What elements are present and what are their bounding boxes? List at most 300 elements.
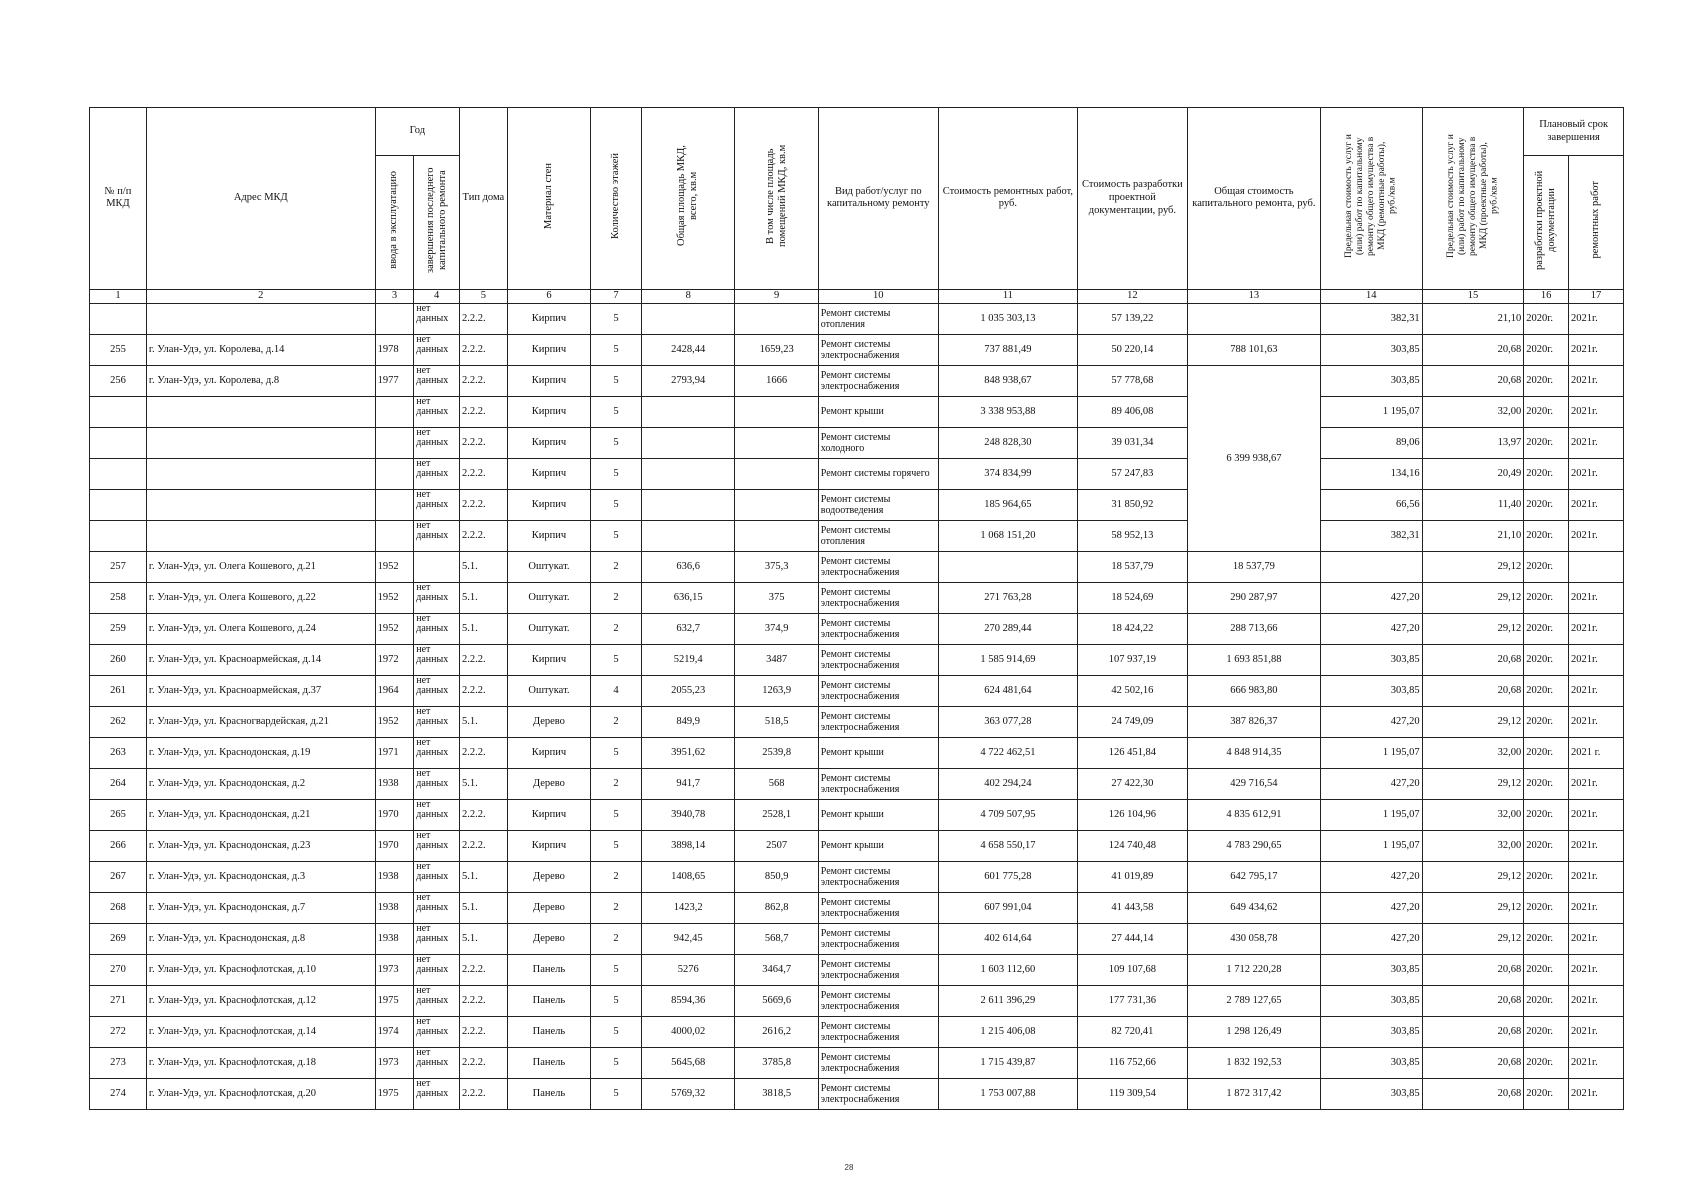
cell-premises-area: 2616,2 xyxy=(735,1016,818,1047)
cell-limit-design: 11,40 xyxy=(1422,489,1524,520)
table-row xyxy=(90,799,1624,830)
header-limit-design-text: Предельная стоимость услуг и (или) работ по капитальному ремонту общего имущества в МКД (проектные работы), руб./кв.м xyxy=(1445,134,1500,258)
cell-total-cost: 1 298 126,49 xyxy=(1187,1016,1320,1047)
cell-wall-material: Кирпич xyxy=(507,520,590,551)
cell-house-type: 5.1. xyxy=(460,892,508,923)
header-repair-cost: Стоимость ремонтных работ, руб. xyxy=(938,108,1077,290)
cell-total-cost: 4 783 290,65 xyxy=(1187,830,1320,861)
cell-total-cost: 4 848 914,35 xyxy=(1187,737,1320,768)
cell-repair-cost: 2 611 396,29 xyxy=(938,985,1077,1016)
header-address: Адрес МКД xyxy=(146,108,375,290)
cell-total-cost: 642 795,17 xyxy=(1187,861,1320,892)
cell-floors: 5 xyxy=(591,489,642,520)
header-year-last-repair xyxy=(414,156,460,290)
cell-deadline-repair: 2021г. xyxy=(1568,644,1623,675)
cell-house-type: 5.1. xyxy=(460,582,508,613)
cell-deadline-design: 2020г. xyxy=(1524,1047,1569,1078)
cell-year-commission: 1938 xyxy=(375,768,414,799)
cell-premises-area: 2539,8 xyxy=(735,737,818,768)
cell-work-type: Ремонт системы электроснабжения xyxy=(818,1078,938,1109)
header-total-cost: Общая стоимость капитального ремонта, руб. xyxy=(1187,108,1320,290)
cell-address: г. Улан-Удэ, ул. Краснодонская, д.2 xyxy=(146,768,375,799)
cell-address: г. Улан-Удэ, ул. Красноармейская, д.14 xyxy=(146,644,375,675)
cell-house-type: 5.1. xyxy=(460,613,508,644)
capital-repair-table xyxy=(89,107,1624,1110)
cell-year-commission: 1978 xyxy=(375,334,414,365)
cell-limit-repair: 303,85 xyxy=(1320,644,1422,675)
cell-work-type: Ремонт системы электроснабжения xyxy=(818,582,938,613)
cell-year-commission xyxy=(375,458,414,489)
cell-house-type: 2.2.2. xyxy=(460,985,508,1016)
cell-limit-design: 20,68 xyxy=(1422,675,1524,706)
cell-limit-repair: 1 195,07 xyxy=(1320,799,1422,830)
cell-year-commission: 1952 xyxy=(375,706,414,737)
cell-year-last-repair: нет данных xyxy=(414,861,460,892)
column-number-cell: 10 xyxy=(818,289,938,303)
cell-address: г. Улан-Удэ, ул. Красноармейская, д.37 xyxy=(146,675,375,706)
cell-year-commission: 1977 xyxy=(375,365,414,396)
cell-total-cost: 788 101,63 xyxy=(1187,334,1320,365)
cell-limit-design: 21,10 xyxy=(1422,520,1524,551)
cell-design-cost: 126 104,96 xyxy=(1078,799,1188,830)
cell-year-commission xyxy=(375,303,414,334)
cell-deadline-design: 2020г. xyxy=(1524,737,1569,768)
cell-year-last-repair: нет данных xyxy=(414,1047,460,1078)
cell-address xyxy=(146,458,375,489)
cell-deadline-repair: 2021г. xyxy=(1568,892,1623,923)
cell-year-commission: 1975 xyxy=(375,1078,414,1109)
cell-deadline-design: 2020г. xyxy=(1524,923,1569,954)
cell-limit-design: 32,00 xyxy=(1422,396,1524,427)
cell-limit-design: 32,00 xyxy=(1422,799,1524,830)
cell-repair-cost: 402 294,24 xyxy=(938,768,1077,799)
cell-total-area: 3898,14 xyxy=(641,830,735,861)
cell-deadline-design: 2020г. xyxy=(1524,334,1569,365)
cell-house-type: 2.2.2. xyxy=(460,427,508,458)
cell-wall-material: Оштукат. xyxy=(507,613,590,644)
cell-wall-material: Оштукат. xyxy=(507,551,590,582)
cell-deadline-repair: 2021г. xyxy=(1568,706,1623,737)
cell-floors: 4 xyxy=(591,675,642,706)
cell-row-number: 271 xyxy=(90,985,147,1016)
cell-floors: 5 xyxy=(591,799,642,830)
column-number-row xyxy=(90,289,1624,303)
cell-premises-area: 568 xyxy=(735,768,818,799)
cell-total-area: 5276 xyxy=(641,954,735,985)
cell-house-type: 2.2.2. xyxy=(460,799,508,830)
cell-floors: 2 xyxy=(591,551,642,582)
cell-design-cost: 107 937,19 xyxy=(1078,644,1188,675)
table-row xyxy=(90,892,1624,923)
cell-design-cost: 57 139,22 xyxy=(1078,303,1188,334)
cell-floors: 5 xyxy=(591,954,642,985)
cell-design-cost: 109 107,68 xyxy=(1078,954,1188,985)
cell-year-last-repair: нет данных xyxy=(414,923,460,954)
cell-deadline-design: 2020г. xyxy=(1524,520,1569,551)
cell-house-type: 2.2.2. xyxy=(460,675,508,706)
cell-deadline-repair: 2021г. xyxy=(1568,830,1623,861)
header-premises-area-text: В том числе площадь помещений МКД, кв.м xyxy=(764,144,788,248)
column-number-cell: 16 xyxy=(1524,289,1569,303)
cell-floors: 5 xyxy=(591,1078,642,1109)
cell-row-number: 270 xyxy=(90,954,147,985)
cell-floors: 5 xyxy=(591,520,642,551)
cell-repair-cost: 607 991,04 xyxy=(938,892,1077,923)
cell-floors: 5 xyxy=(591,1016,642,1047)
table-row xyxy=(90,396,1624,427)
cell-premises-area: 375 xyxy=(735,582,818,613)
cell-design-cost: 27 444,14 xyxy=(1078,923,1188,954)
cell-work-type: Ремонт системы горячего xyxy=(818,458,938,489)
cell-wall-material: Кирпич xyxy=(507,737,590,768)
cell-premises-area: 375,3 xyxy=(735,551,818,582)
cell-work-type: Ремонт системы электроснабжения xyxy=(818,365,938,396)
cell-deadline-repair: 2021г. xyxy=(1568,1078,1623,1109)
cell-limit-design: 29,12 xyxy=(1422,551,1524,582)
cell-wall-material: Панель xyxy=(507,1047,590,1078)
cell-floors: 2 xyxy=(591,706,642,737)
cell-address: г. Улан-Удэ, ул. Краснодонская, д.8 xyxy=(146,923,375,954)
header-num: № п/п МКД xyxy=(90,108,147,290)
cell-deadline-design: 2020г. xyxy=(1524,985,1569,1016)
cell-premises-area: 518,5 xyxy=(735,706,818,737)
cell-limit-repair: 303,85 xyxy=(1320,1078,1422,1109)
column-number-cell: 4 xyxy=(414,289,460,303)
table-row xyxy=(90,520,1624,551)
cell-repair-cost: 848 938,67 xyxy=(938,365,1077,396)
cell-total-cost: 387 826,37 xyxy=(1187,706,1320,737)
cell-year-commission: 1952 xyxy=(375,613,414,644)
cell-total-area: 636,6 xyxy=(641,551,735,582)
cell-deadline-repair: 2021г. xyxy=(1568,923,1623,954)
column-number-cell: 12 xyxy=(1078,289,1188,303)
table-row xyxy=(90,768,1624,799)
cell-total-area: 4000,02 xyxy=(641,1016,735,1047)
cell-deadline-repair: 2021г. xyxy=(1568,1016,1623,1047)
cell-house-type: 2.2.2. xyxy=(460,644,508,675)
cell-limit-design: 29,12 xyxy=(1422,892,1524,923)
cell-total-cost: 666 983,80 xyxy=(1187,675,1320,706)
cell-total-cost: 2 789 127,65 xyxy=(1187,985,1320,1016)
cell-total-area: 942,45 xyxy=(641,923,735,954)
cell-row-number: 267 xyxy=(90,861,147,892)
cell-premises-area: 374,9 xyxy=(735,613,818,644)
cell-design-cost: 50 220,14 xyxy=(1078,334,1188,365)
cell-repair-cost: 624 481,64 xyxy=(938,675,1077,706)
cell-address xyxy=(146,427,375,458)
cell-work-type: Ремонт системы электроснабжения xyxy=(818,334,938,365)
header-limit-design xyxy=(1422,108,1524,290)
cell-year-commission: 1964 xyxy=(375,675,414,706)
cell-floors: 5 xyxy=(591,644,642,675)
cell-wall-material: Панель xyxy=(507,954,590,985)
cell-floors: 2 xyxy=(591,768,642,799)
cell-year-commission: 1970 xyxy=(375,799,414,830)
cell-design-cost: 41 443,58 xyxy=(1078,892,1188,923)
cell-work-type: Ремонт системы электроснабжения xyxy=(818,551,938,582)
cell-wall-material: Панель xyxy=(507,1078,590,1109)
page-number: 28 xyxy=(844,1163,854,1172)
cell-limit-design: 29,12 xyxy=(1422,768,1524,799)
cell-address xyxy=(146,520,375,551)
header-premises-area xyxy=(735,108,818,290)
cell-repair-cost: 1 068 151,20 xyxy=(938,520,1077,551)
table-row xyxy=(90,365,1624,396)
column-number-cell: 17 xyxy=(1568,289,1623,303)
cell-deadline-design: 2020г. xyxy=(1524,613,1569,644)
table-row xyxy=(90,954,1624,985)
header-wall-material-text: Материал стен xyxy=(542,163,554,229)
cell-floors: 5 xyxy=(591,458,642,489)
cell-address: г. Улан-Удэ, ул. Олега Кошевого, д.24 xyxy=(146,613,375,644)
cell-wall-material: Дерево xyxy=(507,706,590,737)
cell-limit-repair: 427,20 xyxy=(1320,613,1422,644)
cell-limit-repair: 134,16 xyxy=(1320,458,1422,489)
cell-total-area: 636,15 xyxy=(641,582,735,613)
cell-house-type: 2.2.2. xyxy=(460,365,508,396)
header-deadline-design-text: разработки проектной документации xyxy=(1534,170,1558,270)
table-row xyxy=(90,1078,1624,1109)
cell-deadline-repair xyxy=(1568,551,1623,582)
table-body xyxy=(90,303,1624,1109)
cell-deadline-design: 2020г. xyxy=(1524,892,1569,923)
cell-floors: 5 xyxy=(591,365,642,396)
cell-total-cost: 288 713,66 xyxy=(1187,613,1320,644)
cell-work-type: Ремонт системы электроснабжения xyxy=(818,892,938,923)
header-design-cost: Стоимость разработки проектной документации, руб. xyxy=(1078,108,1188,290)
cell-wall-material: Кирпич xyxy=(507,644,590,675)
cell-deadline-repair: 2021г. xyxy=(1568,675,1623,706)
column-number-cell: 14 xyxy=(1320,289,1422,303)
cell-floors: 2 xyxy=(591,613,642,644)
cell-total-cost: 4 835 612,91 xyxy=(1187,799,1320,830)
cell-year-last-repair: нет данных xyxy=(414,334,460,365)
cell-deadline-repair: 2021г. xyxy=(1568,334,1623,365)
cell-repair-cost: 4 658 550,17 xyxy=(938,830,1077,861)
cell-design-cost: 57 778,68 xyxy=(1078,365,1188,396)
column-number-cell: 2 xyxy=(146,289,375,303)
cell-row-number xyxy=(90,489,147,520)
cell-work-type: Ремонт системы электроснабжения xyxy=(818,644,938,675)
cell-year-last-repair: нет данных xyxy=(414,830,460,861)
cell-work-type: Ремонт системы отопления xyxy=(818,303,938,334)
column-number-cell: 15 xyxy=(1422,289,1524,303)
cell-limit-repair: 303,85 xyxy=(1320,675,1422,706)
cell-limit-repair: 303,85 xyxy=(1320,985,1422,1016)
cell-deadline-design: 2020г. xyxy=(1524,861,1569,892)
cell-design-cost: 58 952,13 xyxy=(1078,520,1188,551)
cell-work-type: Ремонт системы электроснабжения xyxy=(818,985,938,1016)
cell-limit-repair: 1 195,07 xyxy=(1320,830,1422,861)
cell-row-number xyxy=(90,303,147,334)
cell-total-cost: 1 832 192,53 xyxy=(1187,1047,1320,1078)
cell-total-area: 941,7 xyxy=(641,768,735,799)
cell-wall-material: Кирпич xyxy=(507,830,590,861)
table-row xyxy=(90,613,1624,644)
cell-deadline-design: 2020г. xyxy=(1524,458,1569,489)
cell-work-type: Ремонт крыши xyxy=(818,737,938,768)
cell-year-last-repair: нет данных xyxy=(414,520,460,551)
table-row xyxy=(90,861,1624,892)
cell-design-cost: 18 524,69 xyxy=(1078,582,1188,613)
cell-limit-repair: 1 195,07 xyxy=(1320,396,1422,427)
cell-limit-repair xyxy=(1320,551,1422,582)
cell-repair-cost xyxy=(938,551,1077,582)
cell-limit-repair: 66,56 xyxy=(1320,489,1422,520)
table-row xyxy=(90,582,1624,613)
cell-design-cost: 42 502,16 xyxy=(1078,675,1188,706)
cell-work-type: Ремонт крыши xyxy=(818,799,938,830)
cell-deadline-design: 2020г. xyxy=(1524,303,1569,334)
cell-repair-cost: 4 709 507,95 xyxy=(938,799,1077,830)
cell-year-commission xyxy=(375,396,414,427)
cell-limit-design: 20,68 xyxy=(1422,365,1524,396)
cell-year-commission: 1970 xyxy=(375,830,414,861)
table-row xyxy=(90,706,1624,737)
cell-house-type: 2.2.2. xyxy=(460,520,508,551)
cell-premises-area xyxy=(735,396,818,427)
cell-design-cost: 177 731,36 xyxy=(1078,985,1188,1016)
cell-floors: 5 xyxy=(591,985,642,1016)
cell-premises-area: 850,9 xyxy=(735,861,818,892)
header-total-area xyxy=(641,108,735,290)
cell-wall-material: Кирпич xyxy=(507,396,590,427)
cell-design-cost: 18 537,79 xyxy=(1078,551,1188,582)
cell-year-last-repair: нет данных xyxy=(414,458,460,489)
header-total-area-text: Общая площадь МКД, всего, кв.м xyxy=(676,145,700,247)
cell-premises-area: 3464,7 xyxy=(735,954,818,985)
cell-limit-design: 20,68 xyxy=(1422,954,1524,985)
cell-address: г. Улан-Удэ, ул. Краснодонская, д.19 xyxy=(146,737,375,768)
cell-row-number: 260 xyxy=(90,644,147,675)
cell-deadline-design: 2020г. xyxy=(1524,768,1569,799)
cell-repair-cost: 185 964,65 xyxy=(938,489,1077,520)
cell-design-cost: 31 850,92 xyxy=(1078,489,1188,520)
cell-total-area xyxy=(641,427,735,458)
cell-wall-material: Дерево xyxy=(507,861,590,892)
cell-design-cost: 27 422,30 xyxy=(1078,768,1188,799)
cell-deadline-repair: 2021г. xyxy=(1568,427,1623,458)
cell-wall-material: Оштукат. xyxy=(507,582,590,613)
cell-wall-material: Панель xyxy=(507,985,590,1016)
cell-repair-cost: 1 603 112,60 xyxy=(938,954,1077,985)
cell-row-number xyxy=(90,458,147,489)
cell-repair-cost: 270 289,44 xyxy=(938,613,1077,644)
cell-repair-cost: 248 828,30 xyxy=(938,427,1077,458)
cell-address: г. Улан-Удэ, ул. Королева, д.14 xyxy=(146,334,375,365)
header-deadline: Плановый срок завершения xyxy=(1524,108,1624,156)
cell-repair-cost: 374 834,99 xyxy=(938,458,1077,489)
cell-deadline-repair: 2021г. xyxy=(1568,768,1623,799)
table-row xyxy=(90,1047,1624,1078)
cell-year-commission: 1971 xyxy=(375,737,414,768)
cell-premises-area xyxy=(735,427,818,458)
table-row xyxy=(90,427,1624,458)
cell-work-type: Ремонт системы электроснабжения xyxy=(818,1016,938,1047)
table-row xyxy=(90,303,1624,334)
cell-total-area: 5219,4 xyxy=(641,644,735,675)
cell-year-commission: 1938 xyxy=(375,861,414,892)
cell-deadline-design: 2020г. xyxy=(1524,675,1569,706)
cell-total-area: 2428,44 xyxy=(641,334,735,365)
cell-floors: 5 xyxy=(591,303,642,334)
cell-limit-repair: 303,85 xyxy=(1320,954,1422,985)
cell-floors: 5 xyxy=(591,334,642,365)
cell-deadline-repair: 2021г. xyxy=(1568,799,1623,830)
cell-limit-repair: 1 195,07 xyxy=(1320,737,1422,768)
cell-design-cost: 41 019,89 xyxy=(1078,861,1188,892)
cell-repair-cost: 4 722 462,51 xyxy=(938,737,1077,768)
cell-repair-cost: 1 715 439,87 xyxy=(938,1047,1077,1078)
cell-house-type: 2.2.2. xyxy=(460,334,508,365)
cell-limit-repair: 427,20 xyxy=(1320,923,1422,954)
cell-address: г. Улан-Удэ, ул. Олега Кошевого, д.22 xyxy=(146,582,375,613)
cell-year-last-repair: нет данных xyxy=(414,1078,460,1109)
cell-house-type: 2.2.2. xyxy=(460,1078,508,1109)
cell-repair-cost: 3 338 953,88 xyxy=(938,396,1077,427)
cell-house-type: 2.2.2. xyxy=(460,489,508,520)
cell-wall-material: Кирпич xyxy=(507,303,590,334)
cell-total-cost xyxy=(1187,303,1320,334)
cell-limit-repair: 427,20 xyxy=(1320,861,1422,892)
cell-repair-cost: 601 775,28 xyxy=(938,861,1077,892)
cell-year-commission: 1938 xyxy=(375,892,414,923)
cell-limit-repair: 303,85 xyxy=(1320,334,1422,365)
cell-limit-design: 20,68 xyxy=(1422,1047,1524,1078)
cell-deadline-design: 2020г. xyxy=(1524,1078,1569,1109)
cell-deadline-repair: 2021г. xyxy=(1568,954,1623,985)
cell-premises-area: 3487 xyxy=(735,644,818,675)
cell-deadline-design: 2020г. xyxy=(1524,644,1569,675)
cell-limit-design: 20,68 xyxy=(1422,644,1524,675)
cell-year-last-repair: нет данных xyxy=(414,954,460,985)
cell-address: г. Улан-Удэ, ул. Краснодонская, д.21 xyxy=(146,799,375,830)
cell-total-cost: 290 287,97 xyxy=(1187,582,1320,613)
header-work-type: Вид работ/услуг по капитальному ремонту xyxy=(818,108,938,290)
cell-house-type: 5.1. xyxy=(460,768,508,799)
cell-total-area xyxy=(641,303,735,334)
cell-address: г. Улан-Удэ, ул. Королева, д.8 xyxy=(146,365,375,396)
cell-address: г. Улан-Удэ, ул. Краснодонская, д.7 xyxy=(146,892,375,923)
cell-year-last-repair: нет данных xyxy=(414,985,460,1016)
cell-year-last-repair: нет данных xyxy=(414,303,460,334)
cell-year-commission xyxy=(375,520,414,551)
cell-limit-design: 20,68 xyxy=(1422,985,1524,1016)
cell-year-last-repair: нет данных xyxy=(414,706,460,737)
cell-house-type: 2.2.2. xyxy=(460,303,508,334)
header-floors xyxy=(591,108,642,290)
cell-total-area: 1423,2 xyxy=(641,892,735,923)
cell-row-number: 261 xyxy=(90,675,147,706)
cell-design-cost: 39 031,34 xyxy=(1078,427,1188,458)
cell-repair-cost: 402 614,64 xyxy=(938,923,1077,954)
cell-year-last-repair: нет данных xyxy=(414,644,460,675)
cell-row-number: 265 xyxy=(90,799,147,830)
column-number-cell: 1 xyxy=(90,289,147,303)
cell-row-number: 258 xyxy=(90,582,147,613)
cell-limit-repair: 89,06 xyxy=(1320,427,1422,458)
cell-floors: 5 xyxy=(591,1047,642,1078)
cell-row-number: 269 xyxy=(90,923,147,954)
cell-floors: 5 xyxy=(591,737,642,768)
cell-total-area: 1408,65 xyxy=(641,861,735,892)
cell-address: г. Улан-Удэ, ул. Краснофлотская, д.10 xyxy=(146,954,375,985)
cell-address: г. Улан-Удэ, ул. Краснофлотская, д.18 xyxy=(146,1047,375,1078)
table-row xyxy=(90,334,1624,365)
cell-year-last-repair: нет данных xyxy=(414,799,460,830)
cell-house-type: 5.1. xyxy=(460,706,508,737)
cell-year-commission: 1975 xyxy=(375,985,414,1016)
